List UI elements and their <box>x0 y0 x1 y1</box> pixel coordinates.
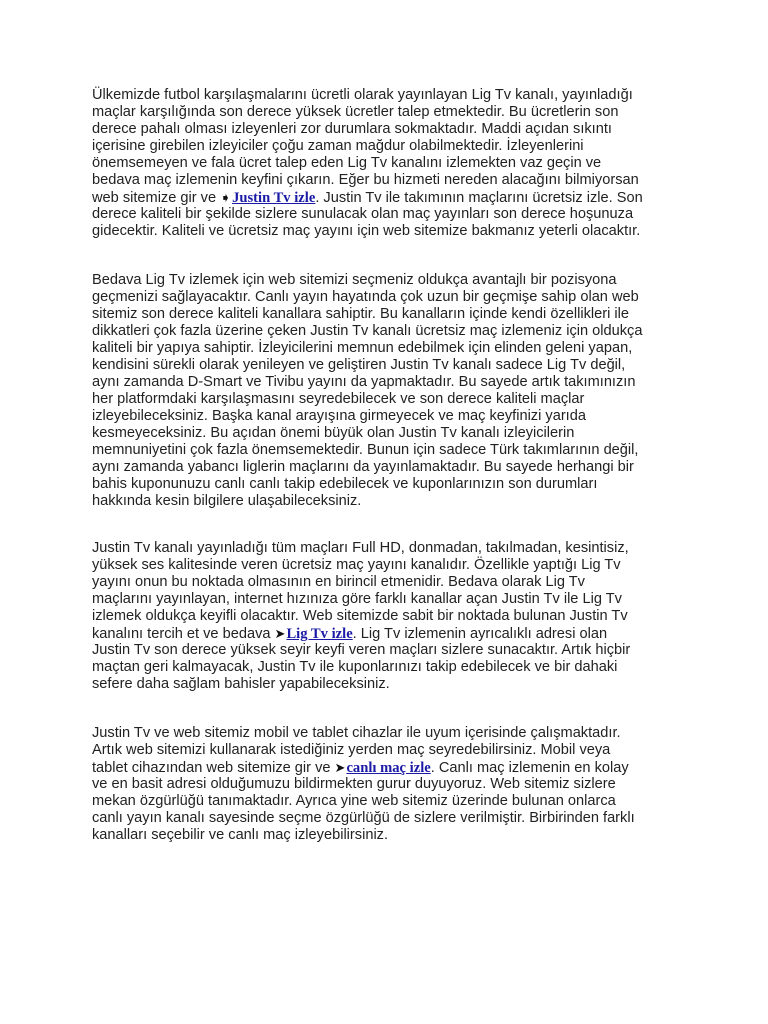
text-line <box>92 793 692 810</box>
line-text: maçlar karşılığında son derece yüksek ücretler talep etmektedir. Bu ücretlerin son <box>92 104 619 120</box>
text-line <box>92 540 692 557</box>
line-text: sitemiz son derece kaliteli kanallara sahiptir. Bu kanalların içinde kendi özellikleri ile <box>92 306 629 322</box>
paragraph-3 <box>92 540 692 693</box>
line-text: hakkında kesin bilgilere ulaşabileceksiniz. <box>92 493 362 509</box>
text-line <box>92 306 692 323</box>
line-text: aynı zamanda yabancı liglerin maçlarını da yayınlamaktadır. Bu sayede herhangi bir <box>92 459 634 475</box>
line-text: izleyebileceksiniz. Başka kanal arayışına girmeyecek ve maç keyfinizi yarıda <box>92 408 586 424</box>
line-text: kaliteli bir yapıya sahiptir. İzleyicilerini memnun edebilmek için elinden geleni yapan, <box>92 340 633 356</box>
text-line <box>92 408 692 425</box>
line-text: Bedava Lig Tv izlemek için web sitemizi seçmeniz oldukça avantajlı bir pozisyona <box>92 272 617 288</box>
text-line <box>92 87 692 104</box>
text-line <box>92 121 692 138</box>
line-text: mekan özgürlüğü tanımaktadır. Ayrıca yine web sitemiz üzerinde bulunan onlarca <box>92 793 616 809</box>
text-line <box>92 189 692 206</box>
line-text: kanalını tercih et ve bedava <box>92 626 275 642</box>
paragraph-2 <box>92 272 692 510</box>
line-text: içerisine girebilen izleyiciler çoğu zaman mağdur olabilmektedir. İzleyenlerini <box>92 138 584 154</box>
line-text: gidecektir. Kaliteli ve ücretsiz maç yayını için web sitemize bakmanız yeterli olacaktır. <box>92 223 641 239</box>
text-line <box>92 206 692 223</box>
line-text: kendisini sürekli olarak yenileyen ve geliştiren Justin Tv kanalı sadece Lig Tv değil, <box>92 357 626 373</box>
text-line <box>92 391 692 408</box>
text-line <box>92 759 692 776</box>
line-text: yüksek ses kalitesinde veren ücretsiz maç yayını kanalıdır. Özellikle yaptığı Lig Tv <box>92 557 621 573</box>
line-text: Justin Tv ve web sitemiz mobil ve tablet cihazlar ile uyum içerisinde çalışmaktadır. <box>92 725 621 741</box>
text-line <box>92 357 692 374</box>
line-text: maçlarını yayınlayan, internet hızınıza göre farklı kanallar açan Justin Tv ile Lig Tv <box>92 591 622 607</box>
text-line <box>92 272 692 289</box>
text-line <box>92 476 692 493</box>
text-line <box>92 374 692 391</box>
hyperlink[interactable]: Justin Tv izle <box>232 190 316 206</box>
line-text: maçtan geri kalmayacak, Justin Tv ile kuponlarınızı takip edebilecek ve bir dahaki <box>92 659 618 675</box>
line-text: web sitemize gir ve <box>92 190 221 206</box>
line-text: kesmeyeceksiniz. Bu açıdan önemi büyük olan Justin Tv kanalı izleyicilerin <box>92 425 575 441</box>
line-text: Justin Tv kanalı yayınladığı tüm maçları Full HD, donmadan, takılmadan, kesintisiz, <box>92 540 629 556</box>
line-text: . Justin Tv ile takımının maçlarını ücretsiz izle. Son <box>315 190 643 206</box>
text-line <box>92 725 692 742</box>
text-line <box>92 104 692 121</box>
text-line <box>92 642 692 659</box>
text-line <box>92 493 692 510</box>
line-text: . Lig Tv izlemenin ayrıcalıklı adresi olan <box>352 626 608 642</box>
line-text: kanalları seçebilir ve canlı maç izleyebilirsiniz. <box>92 827 389 843</box>
line-text: derece kaliteli bir şekilde sizlere sunulacak olan maç yayınları son derece hoşunuza <box>92 206 634 222</box>
hyperlink[interactable]: Lig Tv izle <box>286 626 353 642</box>
text-line <box>92 659 692 676</box>
line-text: Ülkemizde futbol karşılaşmalarını ücretli olarak yayınlayan Lig Tv kanalı, yayınladığı <box>92 87 633 103</box>
line-text: sefere daha sağlam bahisler yapabileceksiniz. <box>92 676 390 692</box>
hyperlink[interactable]: canlı maç izle <box>346 760 431 776</box>
text-line <box>92 223 692 240</box>
arrow-icon: ➤ <box>274 626 286 641</box>
text-line <box>92 591 692 608</box>
line-text: . Canlı maç izlemenin en kolay <box>430 760 629 776</box>
text-line <box>92 425 692 442</box>
text-line <box>92 323 692 340</box>
line-text: aynı zamanda D-Smart ve Tivibu yayını da yapmaktadır. Bu sayede artık takımınızın <box>92 374 636 390</box>
line-text: tablet cihazından web sitemize gir ve <box>92 760 335 776</box>
text-line <box>92 742 692 759</box>
text-line <box>92 557 692 574</box>
text-line <box>92 172 692 189</box>
line-text: izlemek oldukça keyifli olacaktır. Web sitemizde sabit bir noktada bulunan Justin Tv <box>92 608 628 624</box>
line-text: derece pahalı olması izleyenleri zor durumlara sokmaktadır. Maddi açıdan sıkıntı <box>92 121 612 137</box>
text-line <box>92 155 692 172</box>
arrow-icon: ➤ <box>334 760 346 775</box>
line-text: geçmenizi sağlayacaktır. Canlı yayın hayatında çok uzun bir geçmişe sahip olan web <box>92 289 639 305</box>
line-text: Artık web sitemizi kullanarak istediğiniz yerden maç seyredebilirsiniz. Mobil veya <box>92 742 611 758</box>
text-line <box>92 676 692 693</box>
text-line <box>92 442 692 459</box>
text-line <box>92 608 692 625</box>
line-text: dikkatleri çok fazla üzerine çeken Justin Tv kanalı ücretsiz maç izlemeniz için oldukça <box>92 323 643 339</box>
text-line <box>92 138 692 155</box>
line-text: yayını onun bu noktada olmasının en birincil etmenidir. Bedava olarak Lig Tv <box>92 574 585 590</box>
line-text: Justin Tv son derece yüksek seyir keyfi veren maçları sizlere sunacaktır. Artık hiçbir <box>92 642 631 658</box>
text-line <box>92 776 692 793</box>
line-text: önemsemeyen ve fala ücret talep eden Lig Tv kanalını izlemekten vaz geçin ve <box>92 155 602 171</box>
line-text: canlı yayın kanalı sayesinde seçme özgürlüğü de sizlere verilmiştir. Birbirinden farklı <box>92 810 635 826</box>
text-line <box>92 810 692 827</box>
paragraph-1 <box>92 87 692 240</box>
text-line <box>92 289 692 306</box>
text-line <box>92 340 692 357</box>
text-line <box>92 827 692 844</box>
paragraph-4 <box>92 725 692 844</box>
text-line <box>92 574 692 591</box>
line-text: her platformdaki karşılaşmasını seyredebilecek ve son derece kaliteli maçlar <box>92 391 585 407</box>
line-text: bahis kuponunuzu canlı canlı takip edebilecek ve kuponlarınızın son durumları <box>92 476 598 492</box>
text-line <box>92 459 692 476</box>
line-text: memnuniyetini çok fazla önemsemektedir. Bunun için sadece Türk takımlarının değil, <box>92 442 639 458</box>
text-line <box>92 625 692 642</box>
arrow-icon: ➧ <box>220 190 232 205</box>
line-text: ve en basit adresi olduğumuzu bildirmekten gurur duyuyoruz. Web sitemiz sizlere <box>92 776 616 792</box>
line-text: bedava maç izlemenin keyfini çıkarın. Eğer bu hizmeti nereden alacağını bilmiyorsan <box>92 172 639 188</box>
